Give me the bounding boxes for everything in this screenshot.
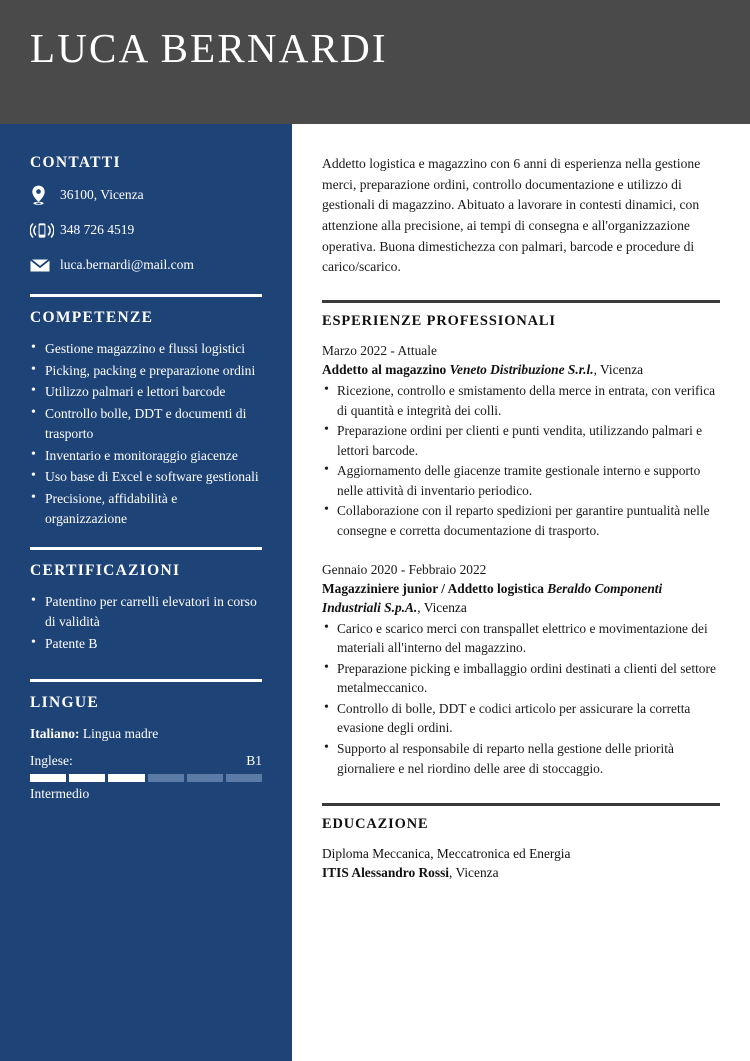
experience-bullets <box>322 381 720 541</box>
contacts-section <box>30 124 262 276</box>
experience-rule <box>322 300 720 303</box>
skills-heading: COMPETENZE <box>30 309 154 326</box>
list-item: • Carico e scarico merci con transpallet elettrico e movimentazione dei materiali all'interno del magazzino. <box>322 619 720 658</box>
education-location: , Vicenza <box>449 865 499 881</box>
contacts-heading: CONTATTI <box>30 154 121 171</box>
education-institution <box>322 863 720 882</box>
list-item: • Aggiornamento delle giacenze tramite gestionale interno e supporto nelle attività di inventario periodico. <box>322 461 720 500</box>
experience-section <box>322 300 720 778</box>
contact-item-email <box>30 254 262 276</box>
location-pin-icon <box>30 185 60 205</box>
list-item: • Uso base di Excel e software gestionali <box>30 467 262 487</box>
list-item: • Preparazione picking e imballaggio ordini destinati a clienti del settore metalmeccanico. <box>322 659 720 698</box>
skills-section <box>30 294 262 528</box>
experience-role: Addetto al magazzino <box>322 361 447 377</box>
list-item: • Precisione, affidabilità e organizzazione <box>30 489 262 528</box>
certifications-heading: CERTIFICAZIONI <box>30 562 181 580</box>
languages-section <box>30 679 262 802</box>
candidate-name: LUCA BERNARDI <box>30 25 388 71</box>
professional-summary: Addetto logistica e magazzino con 6 anni di esperienza nella gestione merci, preparazione ordini, controllo documentazione e utilizzo di gestionali di magazzino. Abituato a lavorare in contesti dinamici, con attenzione alla precisione, ai tempi di consegna e all'organizzazione operativa. Buona dimestichezza con palmari, barcode e procedure di carico/scarico. <box>322 156 701 275</box>
contact-location-value: 36100, Vicenza <box>60 187 144 203</box>
experience-entry <box>322 341 720 541</box>
experience-organization: Beraldo Componenti Industriali S.p.A. <box>322 580 663 615</box>
experience-title <box>322 360 720 379</box>
contact-item-location <box>30 184 262 206</box>
experience-location: , Vicenza <box>417 599 467 615</box>
phone-icon <box>30 221 60 240</box>
list-item: • Inventario e monitoraggio giacenze <box>30 446 262 466</box>
languages-divider <box>30 679 262 682</box>
education-rule <box>322 803 720 806</box>
language-level-code: B1 <box>246 752 262 768</box>
certifications-section <box>30 547 262 653</box>
education-school: ITIS Alessandro Rossi <box>322 865 450 881</box>
experience-location: , Vicenza <box>593 361 644 377</box>
experience-entry <box>322 560 720 779</box>
contact-phone-value: 348 726 4519 <box>60 222 135 238</box>
experience-organization: Veneto Distribuzione S.r.l. <box>449 361 594 377</box>
list-item: • Picking, packing e preparazione ordini <box>30 361 262 381</box>
education-section <box>322 803 720 883</box>
certifications-list <box>30 592 262 653</box>
experience-dates: Marzo 2022 - Attuale <box>322 342 437 358</box>
list-item: • Gestione magazzino e flussi logistici <box>30 339 262 359</box>
experience-bullets <box>322 619 720 779</box>
list-item: • Preparazione ordini per clienti e punti vendita, utilizzando palmari e lettori barcode. <box>322 421 720 460</box>
list-item: • Supporto al responsabile di reparto nella gestione delle priorità giornaliere e nel riordino delle aree di stoccaggio. <box>322 739 720 778</box>
experience-title <box>322 579 720 617</box>
proficiency-segment <box>148 774 184 782</box>
certifications-divider <box>30 547 262 550</box>
proficiency-segment <box>30 774 66 782</box>
list-item: • Collaborazione con il reparto spedizioni per garantire puntualità nelle consegne e corretta documentazione di trasporto. <box>322 501 720 540</box>
list-item: • Controllo di bolle, DDT e codici articolo per assicurare la corretta evasione degli ordini. <box>322 699 720 738</box>
proficiency-segment <box>187 774 223 782</box>
list-item: • Patentino per carrelli elevatori in corso di validità <box>30 592 262 631</box>
proficiency-segment <box>226 774 262 782</box>
proficiency-segment <box>69 774 105 782</box>
email-icon <box>30 258 60 273</box>
skills-divider <box>30 294 262 297</box>
language-entry-header <box>30 753 262 769</box>
language-proficiency-bar <box>30 774 262 782</box>
contact-item-phone <box>30 219 262 241</box>
language-level-text: Intermedio <box>30 785 90 801</box>
sidebar <box>0 124 292 1061</box>
language-native-label: Italiano: <box>30 726 80 742</box>
main-column <box>292 124 750 1061</box>
language-native-value: Lingua madre <box>82 726 159 742</box>
languages-heading: LINGUE <box>30 694 99 712</box>
education-heading: EDUCAZIONE <box>322 816 429 833</box>
list-item: • Patente B <box>30 634 262 654</box>
skills-list <box>30 339 262 528</box>
list-item: • Controllo bolle, DDT e documenti di trasporto <box>30 404 262 443</box>
language-native <box>30 724 262 744</box>
education-degree: Diploma Meccanica, Meccatronica ed Energia <box>322 846 571 862</box>
proficiency-segment <box>108 774 144 782</box>
language-label: Inglese: <box>30 752 73 768</box>
experience-dates: Gennaio 2020 - Febbraio 2022 <box>322 561 487 577</box>
experience-heading: ESPERIENZE PROFESSIONALI <box>322 312 556 329</box>
resume-header <box>0 0 750 124</box>
experience-role: Magazziniere junior / Addetto logistica <box>322 580 544 596</box>
list-item: • Utilizzo palmari e lettori barcode <box>30 382 262 402</box>
list-item: • Ricezione, controllo e smistamento della merce in entrata, con verifica di quantità e integrità dei colli. <box>322 381 720 420</box>
contact-email-value: luca.bernardi@mail.com <box>60 257 194 273</box>
language-entry-inglese <box>30 753 262 803</box>
